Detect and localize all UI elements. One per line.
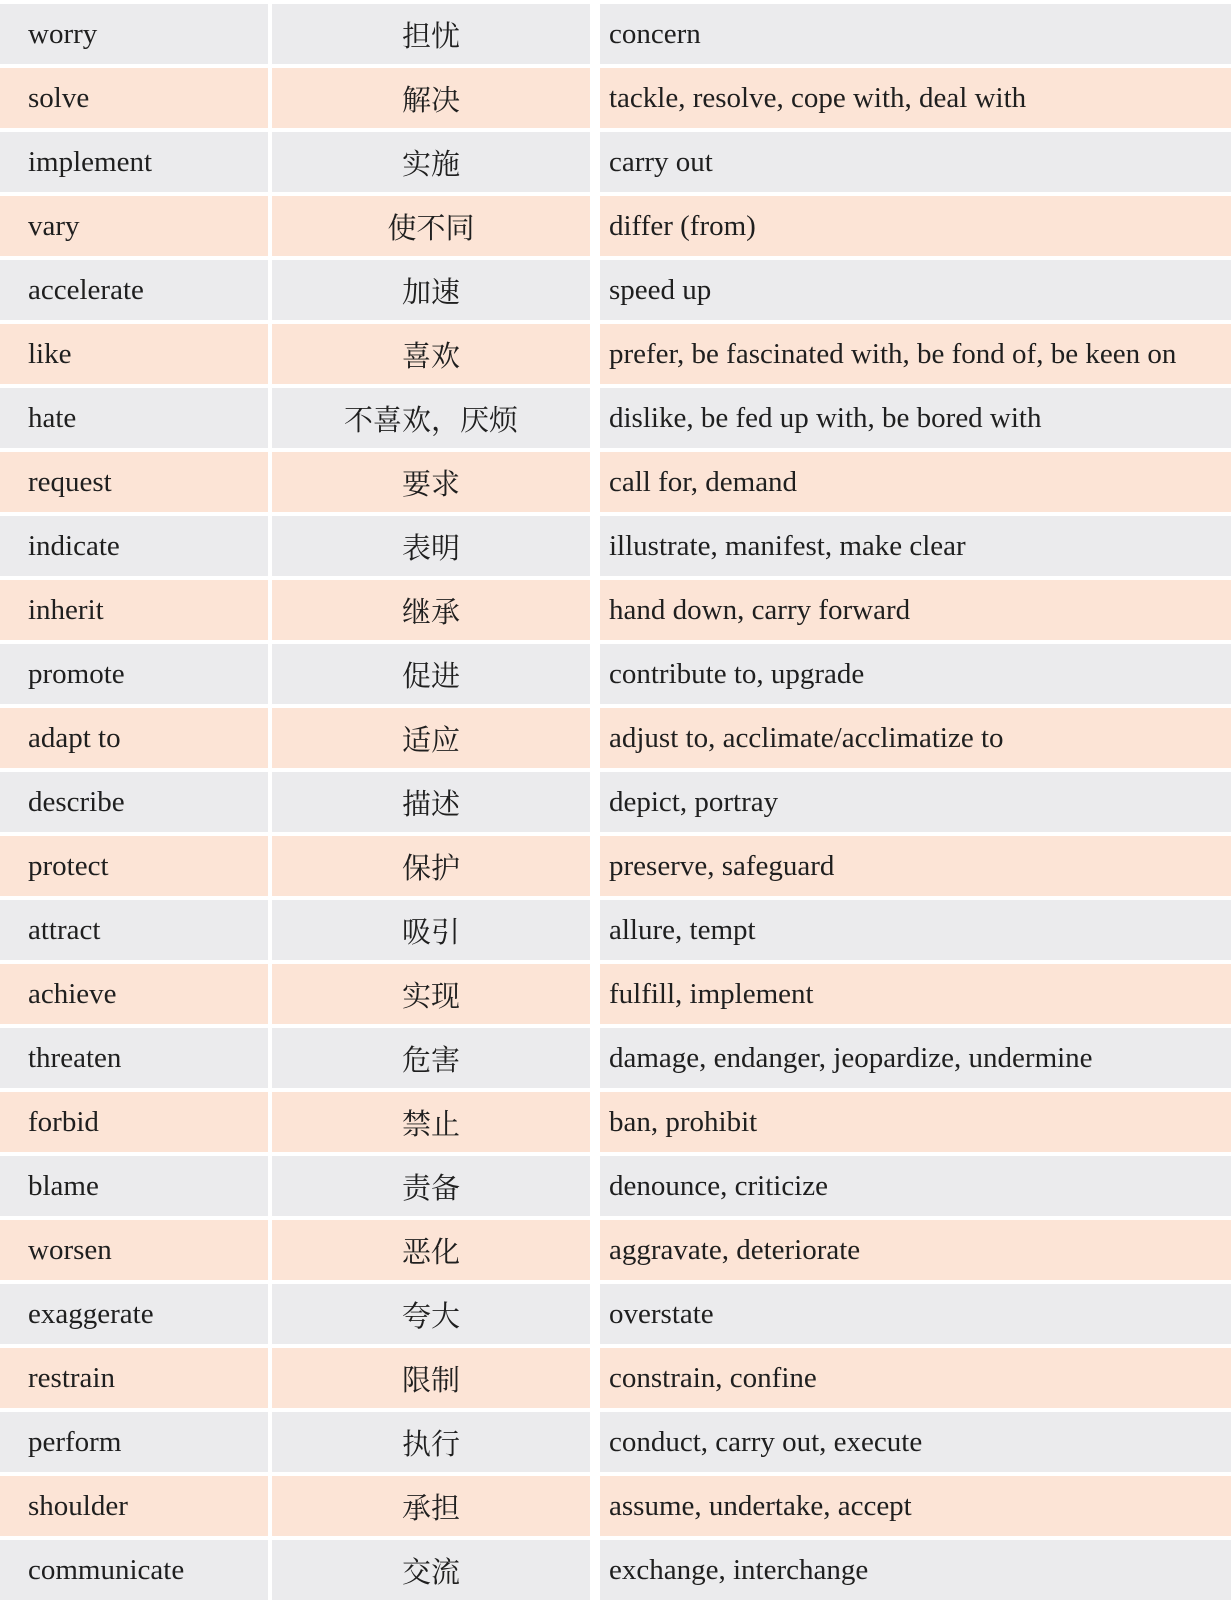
- table-row: [0, 964, 1231, 1024]
- chinese-meaning-cell: 继承: [272, 580, 590, 640]
- table-row: [0, 4, 1231, 64]
- synonyms-cell: overstate: [600, 1284, 1231, 1344]
- chinese-meaning-cell: 使不同: [272, 196, 590, 256]
- english-word-cell: protect: [0, 836, 268, 896]
- synonyms-cell: aggravate, deteriorate: [600, 1220, 1231, 1280]
- english-word-cell: perform: [0, 1412, 268, 1472]
- english-word-cell: worry: [0, 4, 268, 64]
- english-word-cell: worsen: [0, 1220, 268, 1280]
- synonyms-cell: tackle, resolve, cope with, deal with: [600, 68, 1231, 128]
- table-row: [0, 900, 1231, 960]
- english-word-cell: inherit: [0, 580, 268, 640]
- table-row: [0, 708, 1231, 768]
- synonyms-cell: constrain, confine: [600, 1348, 1231, 1408]
- synonyms-cell: speed up: [600, 260, 1231, 320]
- synonyms-cell: illustrate, manifest, make clear: [600, 516, 1231, 576]
- table-row: [0, 452, 1231, 512]
- synonyms-cell: dislike, be fed up with, be bored with: [600, 388, 1231, 448]
- english-word-cell: vary: [0, 196, 268, 256]
- table-row: [0, 1412, 1231, 1472]
- synonyms-cell: prefer, be fascinated with, be fond of, be keen on: [600, 324, 1231, 384]
- synonyms-cell: contribute to, upgrade: [600, 644, 1231, 704]
- synonyms-cell: carry out: [600, 132, 1231, 192]
- english-word-cell: achieve: [0, 964, 268, 1024]
- chinese-meaning-cell: 担忧: [272, 4, 590, 64]
- table-row: [0, 1156, 1231, 1216]
- synonyms-cell: differ (from): [600, 196, 1231, 256]
- synonyms-cell: preserve, safeguard: [600, 836, 1231, 896]
- chinese-meaning-cell: 责备: [272, 1156, 590, 1216]
- table-row: [0, 196, 1231, 256]
- chinese-meaning-cell: 表明: [272, 516, 590, 576]
- synonyms-cell: hand down, carry forward: [600, 580, 1231, 640]
- chinese-meaning-cell: 恶化: [272, 1220, 590, 1280]
- table-row: [0, 1540, 1231, 1600]
- synonyms-cell: conduct, carry out, execute: [600, 1412, 1231, 1472]
- synonyms-cell: exchange, interchange: [600, 1540, 1231, 1600]
- chinese-meaning-cell: 危害: [272, 1028, 590, 1088]
- chinese-meaning-cell: 不喜欢，厌烦: [272, 388, 590, 448]
- english-word-cell: threaten: [0, 1028, 268, 1088]
- table-row: [0, 260, 1231, 320]
- chinese-meaning-cell: 实施: [272, 132, 590, 192]
- chinese-meaning-cell: 实现: [272, 964, 590, 1024]
- chinese-meaning-cell: 禁止: [272, 1092, 590, 1152]
- table-row: [0, 836, 1231, 896]
- table-row: [0, 324, 1231, 384]
- chinese-meaning-cell: 吸引: [272, 900, 590, 960]
- synonyms-cell: damage, endanger, jeopardize, undermine: [600, 1028, 1231, 1088]
- english-word-cell: solve: [0, 68, 268, 128]
- table-row: [0, 68, 1231, 128]
- english-word-cell: hate: [0, 388, 268, 448]
- chinese-meaning-cell: 交流: [272, 1540, 590, 1600]
- synonyms-cell: ban, prohibit: [600, 1092, 1231, 1152]
- chinese-meaning-cell: 夸大: [272, 1284, 590, 1344]
- table-row: [0, 772, 1231, 832]
- chinese-meaning-cell: 加速: [272, 260, 590, 320]
- table-row: [0, 1476, 1231, 1536]
- english-word-cell: forbid: [0, 1092, 268, 1152]
- english-word-cell: promote: [0, 644, 268, 704]
- chinese-meaning-cell: 承担: [272, 1476, 590, 1536]
- synonyms-cell: denounce, criticize: [600, 1156, 1231, 1216]
- chinese-meaning-cell: 描述: [272, 772, 590, 832]
- synonyms-cell: concern: [600, 4, 1231, 64]
- synonyms-cell: fulfill, implement: [600, 964, 1231, 1024]
- table-row: [0, 644, 1231, 704]
- table-row: [0, 388, 1231, 448]
- english-word-cell: like: [0, 324, 268, 384]
- table-row: [0, 1220, 1231, 1280]
- table-row: [0, 1028, 1231, 1088]
- english-word-cell: accelerate: [0, 260, 268, 320]
- synonyms-cell: adjust to, acclimate/acclimatize to: [600, 708, 1231, 768]
- table-row: [0, 516, 1231, 576]
- chinese-meaning-cell: 要求: [272, 452, 590, 512]
- table-row: [0, 1284, 1231, 1344]
- synonyms-cell: call for, demand: [600, 452, 1231, 512]
- table-row: [0, 132, 1231, 192]
- chinese-meaning-cell: 喜欢: [272, 324, 590, 384]
- english-word-cell: communicate: [0, 1540, 268, 1600]
- english-word-cell: shoulder: [0, 1476, 268, 1536]
- table-row: [0, 1092, 1231, 1152]
- english-word-cell: exaggerate: [0, 1284, 268, 1344]
- chinese-meaning-cell: 适应: [272, 708, 590, 768]
- synonyms-cell: depict, portray: [600, 772, 1231, 832]
- english-word-cell: implement: [0, 132, 268, 192]
- chinese-meaning-cell: 保护: [272, 836, 590, 896]
- english-word-cell: indicate: [0, 516, 268, 576]
- synonyms-cell: allure, tempt: [600, 900, 1231, 960]
- synonyms-cell: assume, undertake, accept: [600, 1476, 1231, 1536]
- english-word-cell: restrain: [0, 1348, 268, 1408]
- english-word-cell: adapt to: [0, 708, 268, 768]
- table-row: [0, 580, 1231, 640]
- chinese-meaning-cell: 执行: [272, 1412, 590, 1472]
- table-row: [0, 1348, 1231, 1408]
- english-word-cell: blame: [0, 1156, 268, 1216]
- chinese-meaning-cell: 促进: [272, 644, 590, 704]
- english-word-cell: request: [0, 452, 268, 512]
- chinese-meaning-cell: 解决: [272, 68, 590, 128]
- english-word-cell: attract: [0, 900, 268, 960]
- chinese-meaning-cell: 限制: [272, 1348, 590, 1408]
- english-word-cell: describe: [0, 772, 268, 832]
